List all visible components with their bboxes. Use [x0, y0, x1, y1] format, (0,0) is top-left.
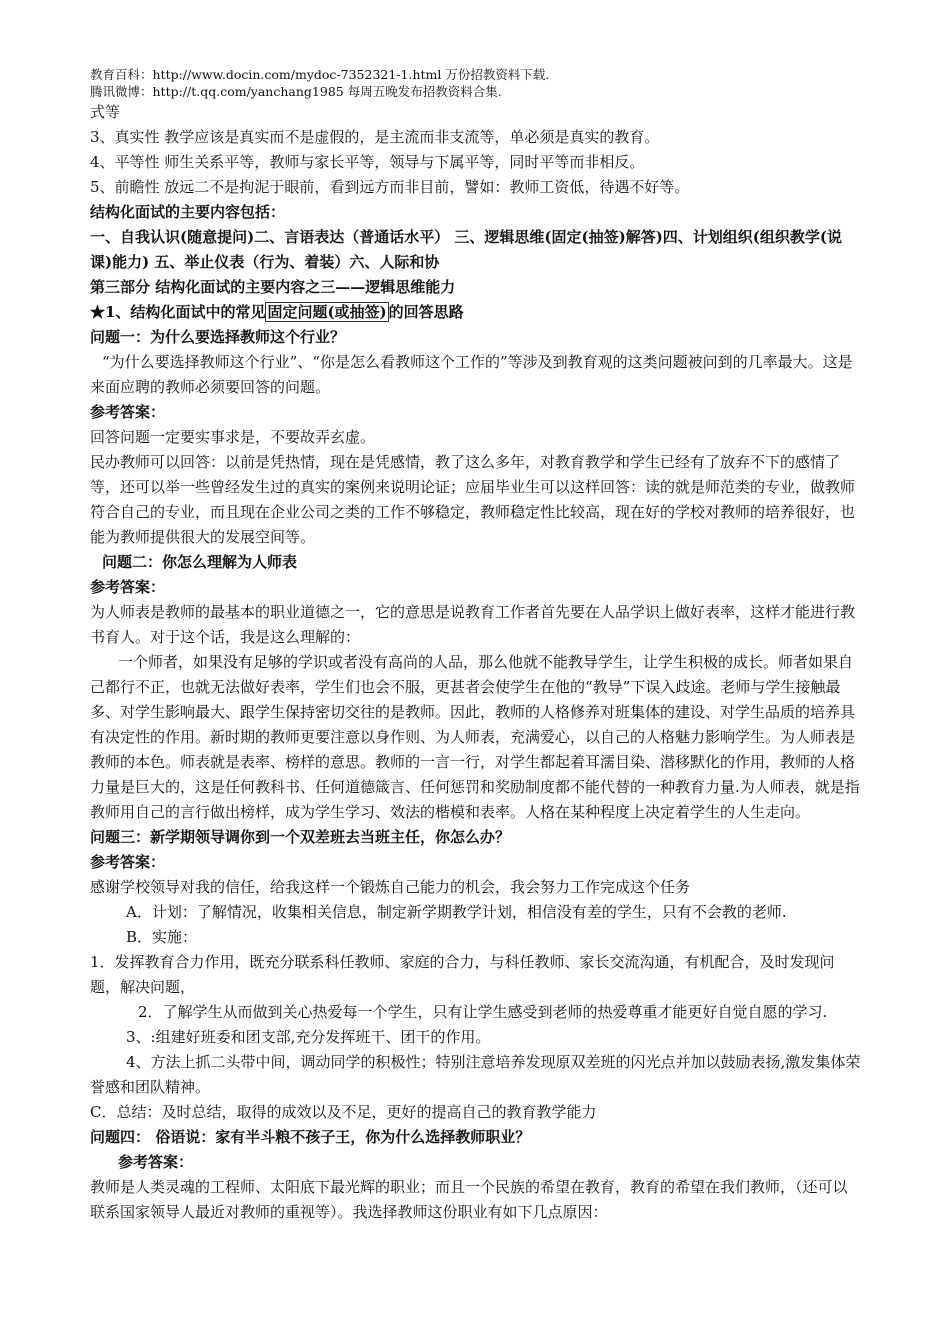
page-header	[90, 66, 862, 100]
paragraph: 民办教师可以回答：以前是凭热情，现在是凭感情，教了这么多年，对教育教学和学生已经有了放弃不下的感情了等，还可以举一些曾经发生过的真实的案例来说明论证；应届毕业生可以这样回答：读的就是师范类的专业，做教师符合自己的专业，而且现在企业公司之类的工作不够稳定，教师稳定性比较高，现在好的学校对教师的培养很好，也能为教师提供很大的发展空间等。	[90, 453, 856, 546]
document-page	[90, 66, 862, 1225]
answer-label: 参考答案：	[90, 403, 166, 421]
paragraph: 教师是人类灵魂的工程师、太阳底下最光辉的职业；而且一个民族的希望在教育，教育的希望在我们教师，（还可以联系国家领导人最近对教师的重视等）。我选择教师这份职业有如下几点原因：	[90, 1178, 848, 1221]
header-line-weibo: 腾讯微博：http://t.qq.com/yanchang1985 每周五晚发布招教资料合集.	[90, 84, 502, 99]
subsection-title-suffix: 的回答思路	[388, 303, 464, 321]
principle-authenticity: 3、真实性 教学应该是真实而不是虚假的，是主流而非支流等，单必须是真实的教育。	[90, 128, 660, 146]
question-one: 问题一：为什么要选择教师这个行业？	[90, 328, 346, 346]
subsection-title-prefix: ★1、结构化面试中的常见	[90, 303, 266, 321]
text-line: 式等	[90, 103, 121, 121]
header-line-docin: 教育百科：http://www.docin.com/mydoc-7352321-1.html 万份招教资料下载.	[90, 67, 550, 82]
implement-step-1: 1．发挥教育合力作用，既充分联系科任教师、家庭的合力，与科任教师、家长交流沟通，有机配合，及时发现问题，解决问题，	[90, 953, 835, 996]
paragraph: 一个师者，如果没有足够的学识或者没有高尚的人品，那么他就不能教导学生，让学生积极的成长。师者如果自己都行不正，也就无法做好表率，学生们也会不服，更甚者会使学生在他的“教导”下误入歧途。老师与学生接触最多、对学生影响最大、跟学生保持密切交往的是教师。因此，教师的人格修养对班集体的建设、对学生品质的培养具有决定性的作用。新时期的教师更要注意以身作则、为人师表，充满爱心，以自己的人格魅力影响学生。为人师表是教师的本色。师表就是表率、榜样的意思。教师的一言一行，对学生都起着耳濡目染、潜移默化的作用，教师的人格力量是巨大的，这是任何教科书、任何道德箴言、任何惩罚和奖励制度都不能代替的一种教育力量.为人师表，就是指教师用自己的言行做出榜样，成为学生学习、效法的楷模和表率。人格在某种程度上决定着学生的人生走向。	[90, 653, 860, 821]
question-two: 问题二：你怎么理解为人师表	[102, 553, 298, 571]
principle-equality: 4、平等性 师生关系平等，教师与家长平等，领导与下属平等，同时平等而非相反。	[90, 153, 645, 171]
boxed-term: 固定问题(或抽签)	[267, 303, 387, 321]
answer-label: 参考答案：	[90, 853, 166, 871]
principle-foresight: 5、前瞻性 放远二不是拘泥于眼前，看到远方而非目前，譬如：教师工资低，待遇不好等。	[90, 178, 690, 196]
paragraph: 感谢学校领导对我的信任，给我这样一个锻炼自己能力的机会，我会努力工作完成这个任务	[90, 878, 691, 896]
paragraph: 回答问题一定要实事求是，不要故弄玄虚。	[90, 428, 376, 446]
answer-label: 参考答案：	[90, 578, 166, 596]
implement-step-3: 3、:组建好班委和团支部,充分发挥班干、团干的作用。	[126, 1028, 491, 1046]
summary-item: C．总结：及时总结，取得的成效以及不足，更好的提高自己的教育教学能力	[90, 1103, 597, 1121]
answer-label: 参考答案：	[118, 1153, 194, 1171]
part-three-title: 第三部分 结构化面试的主要内容之三——逻辑思维能力	[90, 278, 456, 296]
implement-item: B．实施：	[126, 928, 198, 946]
plan-item: A．计划：了解情况，收集相关信息，制定新学期教学计划，相信没有差的学生，只有不会教的老师.	[126, 903, 787, 921]
content-list: 一、自我认识(随意提问)二、言语表达（普通话水平） 三、逻辑思维(固定(抽签)解答)四、计划组织(组织教学(说课)能力) 五、举止仪表（行为、着装）六、人际和协	[90, 228, 843, 271]
implement-step-2: 2．了解学生从而做到关心热爱每一个学生，只有让学生感受到老师的热爱尊重才能更好自觉自愿的学习.	[138, 1003, 828, 1021]
subsection-title	[90, 300, 862, 325]
question-three: 问题三：新学期领导调你到一个双差班去当班主任，你怎么办？	[90, 828, 511, 846]
paragraph: “为什么要选择教师这个行业”、“你是怎么看教师这个工作的”等涉及到教育观的这类问题被问到的几率最大。这是来面应聘的教师必须要回答的问题。	[90, 353, 853, 396]
paragraph: 为人师表是教师的最基本的职业道德之一，它的意思是说教育工作者首先要在人品学识上做好表率，这样才能进行教书育人。对于这个话，我是这么理解的：	[90, 603, 856, 646]
implement-step-4: 4、方法上抓二头带中间，调动同学的积极性；特别注意培养发现原双差班的闪光点并加以鼓励表扬,激发集体荣誉感和团队精神。	[90, 1053, 861, 1096]
section-heading: 结构化面试的主要内容包括：	[90, 203, 286, 221]
question-four: 问题四： 俗语说：家有半斗粮不孩子王，你为什么选择教师职业？	[90, 1128, 531, 1146]
